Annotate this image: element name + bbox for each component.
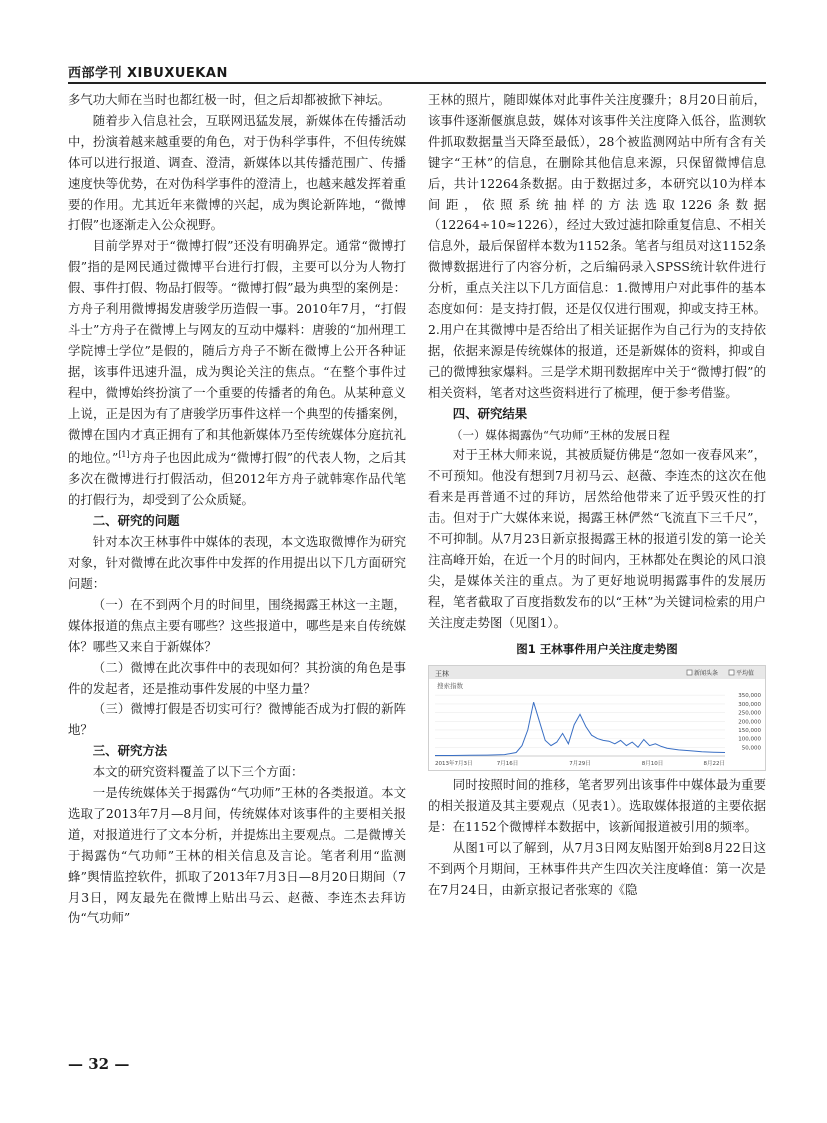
research-question: （三）微博打假是否切实可行？微博能否成为打假的新阵地？ (68, 701, 406, 738)
chart-subtitle: 搜索指数 (437, 682, 463, 691)
legend-checkbox (687, 670, 692, 675)
paragraph: 对于王林大师来说，其被质疑仿佛是“忽如一夜春风来”，不可预知。他没有想到7月初马云、赵薇、李连杰的这次在他看来是再普通不过的拜访，居然给他带来了近乎毁灭性的打击。但对于广大媒体来说，揭露王林俨然“飞流直下三千尺”，不可抑制。从7月23日新京报揭露王林的报道引发的第一论关注高峰开始，在近一个月的时间内，王林都处在舆论的风口浪尖，是媒体关注的重点。为了更好地说明揭露事件的发展历程，笔者截取了百度指数发布的以“王林”为关键词检索的用户关注度走势图（见图1）。 (428, 447, 766, 630)
paragraph: 多气功大师在当时也都红极一时，但之后却都被掀下神坛。 (68, 92, 391, 107)
y-tick-label: 300,000 (738, 702, 761, 709)
paragraph-text: 目前学界对于“微博打假”还没有明确界定。通常“微博打假”指的是网民通过微博平台进行打假，主要可以分为人物打假、事件打假、物品打假等。“微博打假”最为典型的案例是：方舟子利用微博揭发唐骏学历造假一事。2010年7月，“打假斗士”方舟子在微博上与网友的互动中爆料：唐骏的“加州理工学院博士学位”是假的，随后方舟子不断在微博上公开各种证据，该事件迅速升温，成为舆论关注的焦点。“在整个事件过程中，微博始终扮演了一个重要的传播者的角色。从某种意义上说，正是因为有了唐骏学历事件这样一个典型的传播案例，微博在国内才真正拥有了和其他新媒体乃至传统媒体分庭抗礼的地位。” (68, 238, 406, 466)
legend-entry: 新闻头条 (694, 670, 719, 678)
paragraph: 一是传统媒体关于揭露伪“气功师”王林的各类报道。本文选取了2013年7月—8月间，传统媒体对该事件的主要相关报道，对报道进行了文本分析，并提炼出主要观点。二是微博关于揭露伪“气功师”王林的相关信息及言论。笔者利用“监测蜂”舆情监控软件，抓取了2013年7月3日—8月20日期间（7月3日，网友最先在微博上贴出马云、赵薇、李连杰去拜访伪“气功师” (68, 785, 406, 926)
footnote-marker: [1] (118, 450, 130, 460)
paragraph (68, 236, 406, 511)
paragraph: 从图1可以了解到，从7月3日网友贴图开始到8月22日这不到两个月期间，王林事件共产生四次关注度峰值：第一次是在7月24日，由新京报记者张寒的《隐 (428, 840, 766, 897)
x-tick-label: 7月16日 (496, 761, 519, 768)
left-column (68, 90, 406, 929)
y-tick-label: 100,000 (738, 737, 761, 744)
paragraph: 王林的照片，随即媒体对此事件关注度骤升；8月20日前后，该事件逐渐偃旗息鼓，媒体对该事件关注度降入低谷，监测软件抓取数据量当天降至最低），28个被监测网站中所有含有关键字“王林”的信息，在删除其他信息来源，只保留微博信息后，共计12264条数据。由于数据过多，本研究以10为样本间距，依照系统抽样的方法选取1226条数据（12264÷10≈1226），经过大致过滤扣除重复信息、不相关信息外，最后保留样本数为1152条。笔者与组员对这1152条微博数据进行了内容分析，之后编码录入SPSS统计软件进行分析，重点关注以下几方面信息：1.微博用户对此事件的基本态度如何：是支持打假，还是仅仅进行围观，抑或支持王林。2.用户在其微博中是否给出了相关证据作为自己行为的支持依据，依据来源是传统媒体的报道，还是新媒体的资料，抑或自己的微博独家爆料。三是学术期刊数据库中关于“微博打假”的相关资料，笔者对这些资料进行了梳理，便于参考借鉴。 (428, 92, 766, 400)
research-question: （一）在不到两个月的时间里，围绕揭露王林这一主题，媒体报道的焦点主要有哪些？这些报道中，哪些是来自传统媒体？哪些又来自于新媒体？ (68, 596, 406, 654)
paragraph-text: 方舟子也因此成为“微博打假”的代表人物，之后其多次在微博进行打假活动，但2012年方舟子就韩寒作品代笔的打假行为，却受到了公众质疑。 (68, 450, 407, 508)
journal-header: 西部学刊 XIBUXUEKAN (68, 66, 228, 81)
section-heading: 四、研究结果 (452, 405, 528, 421)
y-tick-label: 150,000 (738, 728, 761, 735)
y-tick-label: 200,000 (738, 719, 761, 726)
paragraph: 针对本次王林事件中媒体的表现，本文选取微博作为研究对象，针对微博在此次事件中发挥的作用提出以下几方面研究问题： (68, 534, 406, 591)
paragraph: 同时按照时间的推移，笔者罗列出该事件中媒体最为重要的相关报道及其主要观点（见表1）。选取媒体报道的主要依据是：在1152个微博样本数据中，该新闻报道被引用的频率。 (428, 777, 766, 835)
chart-title: 王林 (435, 670, 449, 679)
x-tick-label: 2013年7月3日 (435, 761, 473, 768)
legend-entry: 平均值 (736, 670, 755, 678)
y-tick-label: 250,000 (738, 711, 761, 718)
x-tick-label: 8月10日 (641, 761, 664, 768)
paragraph: 随着步入信息社会，互联网迅猛发展，新媒体在传播活动中，扮演着越来越重要的角色，对于伪科学事件，不但传统媒体可以进行报道、调查、澄清，新媒体以其传播范围广、传播速度快等优势，在对伪科学事件的澄清上，也越来越发挥着重要的作用。尤其近年来微博的兴起，成为舆论新阵地，“微博打假”也逐渐走入公众视野。 (68, 112, 406, 233)
x-tick-label: 7月29日 (569, 761, 591, 768)
x-tick-label: 8月22日 (703, 761, 725, 768)
section-heading: 二、研究的问题 (92, 513, 180, 529)
y-tick-label: 50,000 (741, 745, 761, 752)
research-question: （二）微博在此次事件中的表现如何？其扮演的角色是事件的发起者，还是推动事件发展的中坚力量？ (68, 659, 406, 696)
legend-checkbox (729, 670, 734, 675)
right-column (428, 90, 766, 901)
trend-chart (428, 665, 766, 771)
page-number: — 32 — (68, 1055, 130, 1073)
paragraph: 本文的研究资料覆盖了以下三个方面： (92, 764, 304, 780)
header-rule (68, 82, 766, 84)
y-tick-label: 350,000 (738, 693, 761, 700)
subsection-heading: （一）媒体揭露伪“气功师”王林的发展日程 (451, 427, 670, 442)
figure-caption: 图1 王林事件用户关注度走势图 (516, 641, 678, 656)
trend-chart-svg (429, 666, 765, 770)
section-heading: 三、研究方法 (92, 743, 168, 759)
